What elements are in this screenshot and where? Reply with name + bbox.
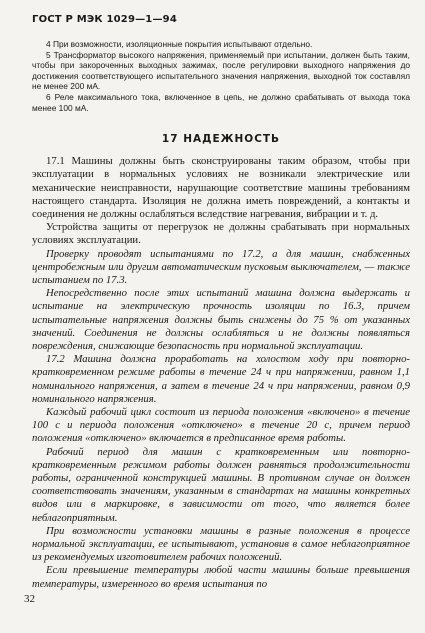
note-5: 5 Трансформатор высокого напряжения, применяемый при испытании, должен быть таким, чтобы при закороченных выходных зажимах, после регулировки выходного напряжения до достижения соответствующего испытательного значения напряжения, выходной ток составлял не менее 200 мА. xyxy=(32,49,410,92)
page-number: 32 xyxy=(24,593,35,605)
paragraph-check-17-2: Проверку проводят испытаниями по 17.2, а для машин, снабженных центробежным или другим автоматическим пусковым выключателем, — также испытанием по 17.3. xyxy=(32,247,410,286)
paragraph-17-2: 17.2 Машина должна проработать на холостом ходу при повторно-кратковременном режиме работы в течение 24 ч при напряжении, равном 1,1 номинального напряжения, а затем в течение 24 ч при напряжении, равном 0,9 номинального напряжения. xyxy=(32,353,410,405)
paragraph-overload: Устройства защиты от перегрузок не должны срабатывать при нормальных условиях эксплуатации. xyxy=(32,221,410,247)
document-page xyxy=(32,14,410,591)
paragraph-work-cycle: Каждый рабочий цикл состоит из периода положения «включено» в течение 100 с и периода положения «отключено» в течение 20 с, причем период положения «отключено» включается в предписанное время работы. xyxy=(32,406,410,445)
paragraph-17-1: 17.1 Машины должны быть сконструированы таким образом, чтобы при эксплуатации в нормальных условиях не возникали электрические или механические неисправности, нарушающие соответствие машины требованиям настоящего стандарта. Изоляция не должна иметь повреждений, а контакты и соединения не должны ослабляться вследствие нагревания, вибрации и т. д. xyxy=(32,155,410,220)
section-body xyxy=(32,155,410,591)
note-4: 4 При возможности, изоляционные покрытия испытывают отдельно. xyxy=(46,39,313,49)
paragraph-positions: При возможности установки машины в разные положения в процессе нормальной эксплуатации, ее испытывают, установив в самое неблагоприятное из рекомендуемых изготовителем рабочих положений. xyxy=(32,524,410,564)
paragraph-temperature: Если превышение температуры любой части машины больше превышения температуры, измеренного во время испытания по xyxy=(32,564,410,590)
document-header: ГОСТ Р МЭК 1029—1—94 xyxy=(32,14,177,25)
note-6: 6 Реле максимального тока, включенное в цепь, не должно срабатывать от выхода тока менее 100 мА. xyxy=(32,91,410,113)
paragraph-dielectric-test: Непосредственно после этих испытаний машина должна выдержать и испытание на электрическую прочность изоляции по 16.3, причем испытательные напряжения должны быть снижены до 75 % от указанных значений. Соединения не должны ослабляться и не должны появляться повреждения, снижающие безопасность при нормальной эксплуатации. xyxy=(32,287,410,352)
section-title: 17 НАДЕЖНОСТЬ xyxy=(161,133,281,146)
notes-block xyxy=(32,39,410,113)
paragraph-work-period: Рабочий период для машин с кратковременным или повторно-кратковременным режимом работы должен равняться продолжительности работы, ограниченной конструкцией машины. В противном случае он должен соответствовать значениям, указанным в стандартах на машины конкретных видов или в маркировке, в зависимости от того, что является более неблагоприятным. xyxy=(32,445,410,524)
